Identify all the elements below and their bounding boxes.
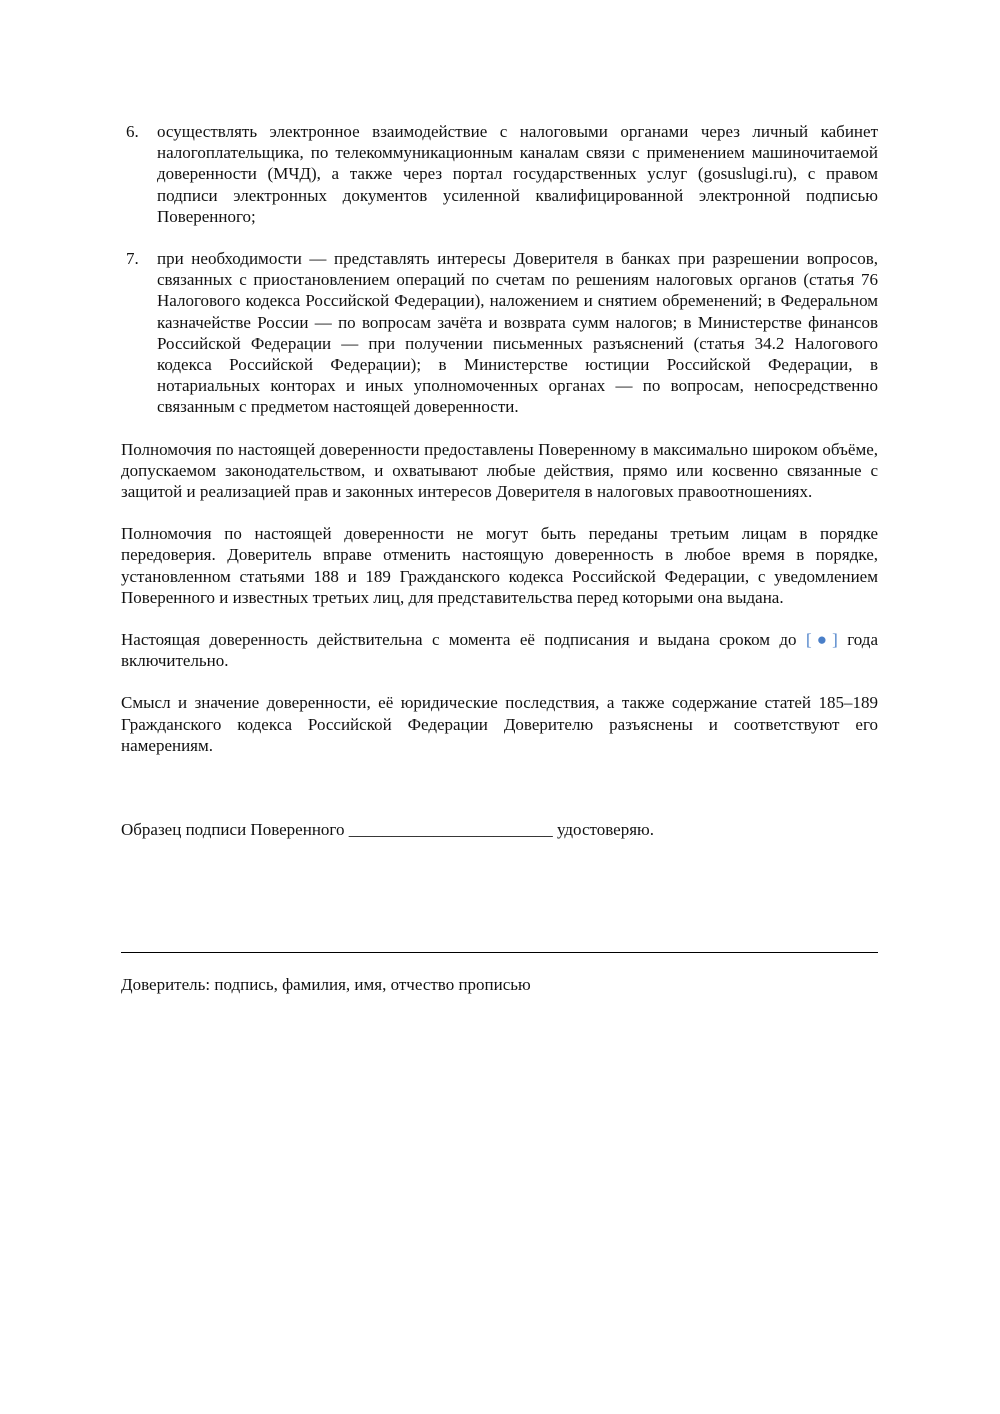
validity-text-after: года включительно. (121, 630, 878, 671)
delegation-paragraph: Полномочия по настоящей доверенности не могут быть переданы третьим лицам в порядке передоверия. Доверитель вправе отменить настоящую доверенность в любое время в порядке, установленном статьями 188 и 189 Гражданского кодекса Российской Федерации, с уведомлением Поверенного и известных третьих лиц, для представительства перед которыми она выдана. (121, 524, 878, 607)
validity-text-before: Настоящая доверенность действительна с момента её подписания и выдана сроком до (121, 630, 806, 650)
signature-blank[interactable]: ________________________ (348, 820, 553, 840)
principal-signature-caption: Доверитель: подпись, фамилия, имя, отчество прописью (121, 975, 531, 995)
list-number: 6. (126, 122, 139, 141)
signature-sample-suffix: удостоверяю. (556, 820, 654, 840)
scope-paragraph: Полномочия по настоящей доверенности предоставлены Поверенному в максимально широком объёме, допускаемом законодательством, и охватывают любые действия, прямо или косвенно связанные с защитой и реализацией прав и законных интересов Доверителя в налоговых правоотношениях. (121, 439, 878, 502)
validity-paragraph (121, 629, 878, 671)
list-item-text: при необходимости — представлять интересы Доверителя в банках при разрешении вопросов, связанных с приостановлением операций по счетам по решениям налоговых органов (статья 76 Налогового кодекса Российской Федерации), наложением и снятием обременений; в Федеральном казначействе России — по вопросам зачёта и возврата сумм налогов; в Министерстве финансов Российской Федерации — при получении письменных разъяснений (статья 34.2 Налогового кодекса Российской Федерации); в Министерстве юстиции Российской Федерации, в нотариальных конторах и иных уполномоченных органах — по вопросам, непосредственно связанным с предметом настоящей доверенности. (157, 249, 878, 417)
list-item-6 (121, 121, 878, 227)
document-page (121, 121, 878, 995)
date-placeholder[interactable]: [●] (805, 630, 838, 650)
signature-sample-line (121, 819, 878, 840)
principal-signature-rule (121, 952, 878, 953)
list-number: 7. (126, 249, 139, 269)
list-item-text: осуществлять электронное взаимодействие с налоговыми органами через личный кабинет налогоплательщика, по телекоммуникационным каналам связи с применением машиночитаемой доверенности (МЧД), а также через портал государственных услуг (gosuslugi.ru), с правом подписи электронных документов усиленной квалифицированной электронной подписью Поверенного; (157, 122, 878, 226)
list-item-7 (121, 248, 878, 418)
signature-sample-label: Образец подписи Поверенного (121, 820, 345, 840)
meaning-paragraph: Смысл и значение доверенности, её юридические последствия, а также содержание статей 185–189 Гражданского кодекса Российской Федерации Доверителю разъяснены и соответствуют его намерениям. (121, 693, 878, 755)
